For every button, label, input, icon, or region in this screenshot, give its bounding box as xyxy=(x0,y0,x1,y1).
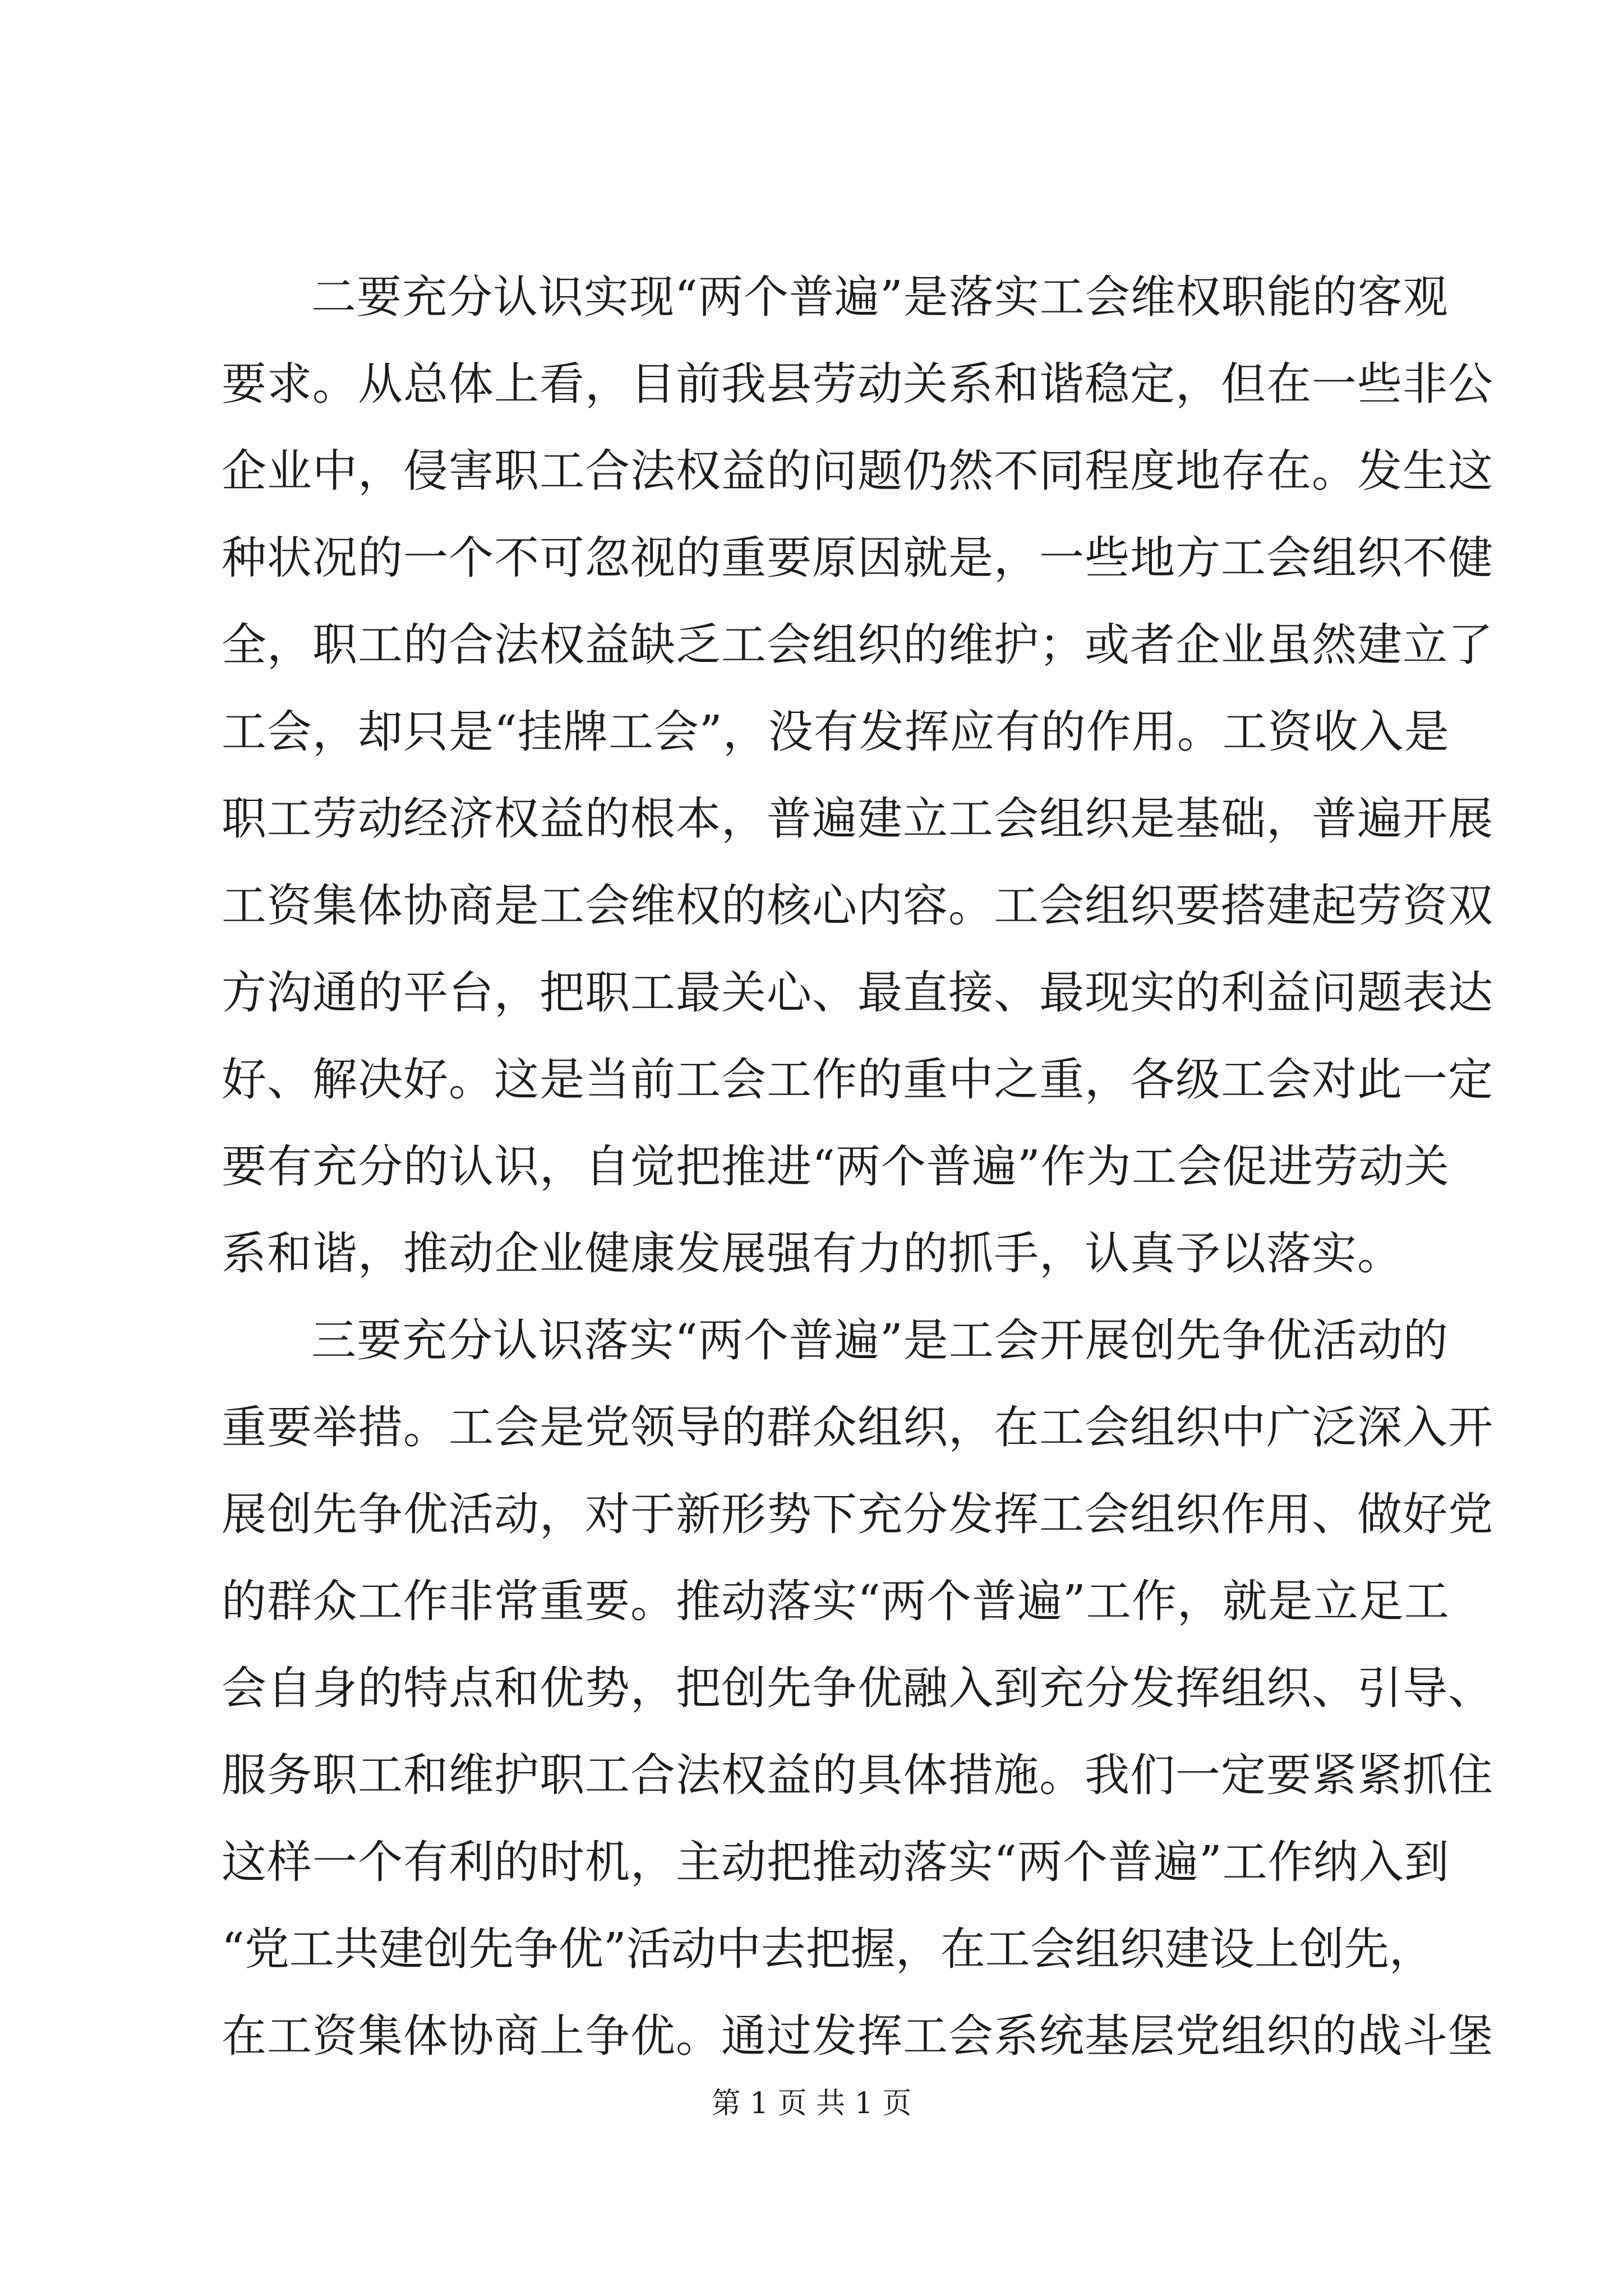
paragraph-1-line-5: 全，职工的合法权益缺乏工会组织的维护；或者企业虽然建立了 xyxy=(222,619,1493,671)
paragraph-1-line-8: 工资集体协商是工会维权的核心内容。工会组织要搭建起劳资双 xyxy=(222,880,1493,932)
paragraph-2-line-5: 会自身的特点和优势，把创先争优融入到充分发挥组织、引导、 xyxy=(222,1662,1493,1714)
paragraph-1-line-3: 企业中，侵害职工合法权益的问题仍然不同程度地存在。发生这 xyxy=(222,445,1493,497)
paragraph-2-line-6: 服务职工和维护职工合法权益的具体措施。我们一定要紧紧抓住 xyxy=(222,1749,1493,1801)
paragraph-2-line-9: 在工资集体协商上争优。通过发挥工会系统基层党组织的战斗堡 xyxy=(222,2010,1493,2062)
paragraph-2-line-7: 这样一个有利的时机，主动把推动落实“两个普遍”工作纳入到 xyxy=(222,1836,1450,1888)
paragraph-2-line-2: 重要举措。工会是党领导的群众组织，在工会组织中广泛深入开 xyxy=(222,1401,1493,1453)
paragraph-1-line-7: 职工劳动经济权益的根本，普遍建立工会组织是基础，普遍开展 xyxy=(222,793,1493,845)
paragraph-1-line-9: 方沟通的平台，把职工最关心、最直接、最现实的利益问题表达 xyxy=(222,967,1493,1019)
paragraph-1-line-1: 二要充分认识实现“两个普遍”是落实工会维权职能的客观 xyxy=(311,271,1449,323)
paragraph-1-line-2: 要求。从总体上看，目前我县劳动关系和谐稳定，但在一些非公 xyxy=(222,358,1493,410)
paragraph-1-line-11: 要有充分的认识，自觉把推进“两个普遍”作为工会促进劳动关 xyxy=(222,1140,1450,1193)
document-body xyxy=(222,254,1493,2079)
paragraph-1-line-6: 工会，却只是“挂牌工会”，没有发挥应有的作用。工资收入是 xyxy=(222,706,1450,758)
paragraph-2-line-1: 三要充分认识落实“两个普遍”是工会开展创先争优活动的 xyxy=(311,1314,1449,1366)
paragraph-2-line-4: 的群众工作非常重要。推动落实“两个普遍”工作，就是立足工 xyxy=(222,1575,1450,1627)
paragraph-1-line-10: 好、解决好。这是当前工会工作的重中之重，各级工会对此一定 xyxy=(222,1053,1493,1106)
page-number-footer: 第 1 页 共 1 页 xyxy=(711,2087,912,2120)
paragraph-2-line-8: “党工共建创先争优”活动中去把握，在工会组织建设上创先， xyxy=(222,1923,1434,1975)
paragraph-1-line-4: 种状况的一个不可忽视的重要原因就是，一些地方工会组织不健 xyxy=(222,532,1493,584)
paragraph-1-line-12: 系和谐，推动企业健康发展强有力的抓手，认真予以落实。 xyxy=(222,1227,1403,1280)
paragraph-2-line-3: 展创先争优活动，对于新形势下充分发挥工会组织作用、做好党 xyxy=(222,1488,1493,1540)
